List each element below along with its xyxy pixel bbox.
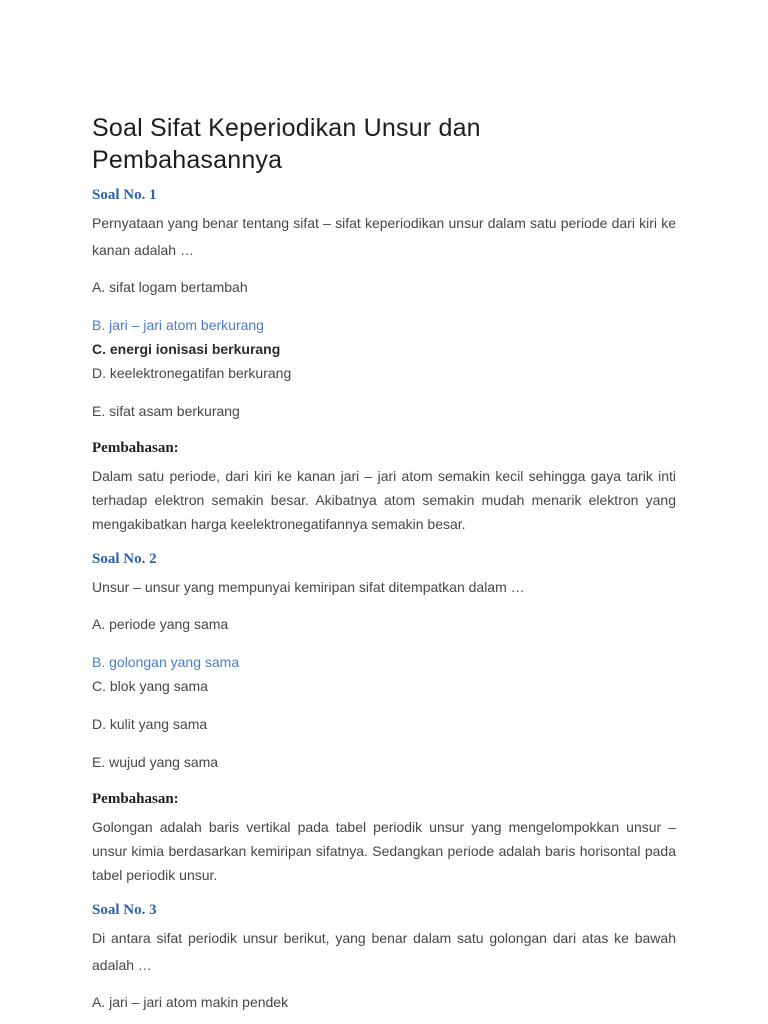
question-block-2 xyxy=(92,550,676,887)
question-2-heading: Soal No. 2 xyxy=(92,551,157,567)
question-1-option-c: C. energi ionisasi berkurang xyxy=(92,341,281,357)
question-1-discussion-label: Pembahasan: xyxy=(92,440,179,456)
question-2-option-e: E. wujud yang sama xyxy=(92,754,219,770)
question-2-option-c: C. blok yang sama xyxy=(92,678,208,694)
question-1-option-e: E. sifat asam berkurang xyxy=(92,403,240,419)
question-1-option-d: D. keelektronegatifan berkurang xyxy=(92,365,292,381)
question-block-3 xyxy=(92,901,676,1013)
question-1-text: Pernyataan yang benar tentang sifat – sifat keperiodikan unsur dalam satu periode dari kiri ke kanan adalah … xyxy=(92,215,676,258)
question-block-1 xyxy=(92,186,676,536)
page-title: Soal Sifat Keperiodikan Unsur dan Pembahasannya xyxy=(92,114,481,174)
question-3-heading: Soal No. 3 xyxy=(92,902,157,918)
question-2-option-b-highlighted: B. golongan yang sama xyxy=(92,654,240,670)
question-1-discussion-text: Dalam satu periode, dari kiri ke kanan jari – jari atom semakin kecil sehingga gaya tarik inti terhadap elektron semakin besar. Akibatnya atom semakin mudah menarik elektron yang mengakibatkan harga keelektronegatifannya semakin besar. xyxy=(92,468,676,532)
question-2-option-d: D. kulit yang sama xyxy=(92,716,208,732)
question-2-discussion-label: Pembahasan: xyxy=(92,791,179,807)
question-2-option-a: A. periode yang sama xyxy=(92,616,229,632)
question-2-text: Unsur – unsur yang mempunyai kemiripan sifat ditempatkan dalam … xyxy=(92,579,525,595)
question-1-option-b-highlighted: B. jari – jari atom berkurang xyxy=(92,317,264,333)
question-1-heading: Soal No. 1 xyxy=(92,187,157,203)
question-1-option-a: A. sifat logam bertambah xyxy=(92,279,248,295)
question-2-discussion-text: Golongan adalah baris vertikal pada tabel periodik unsur yang mengelompokkan unsur – unsur kimia berdasarkan kemiripan sifatnya. Sedangkan periode adalah baris horisontal pada tabel periodik unsur. xyxy=(92,819,676,883)
question-3-option-a: A. jari – jari atom makin pendek xyxy=(92,994,289,1010)
question-3-text: Di antara sifat periodik unsur berikut, yang benar dalam satu golongan dari atas ke bawah adalah … xyxy=(92,930,676,973)
